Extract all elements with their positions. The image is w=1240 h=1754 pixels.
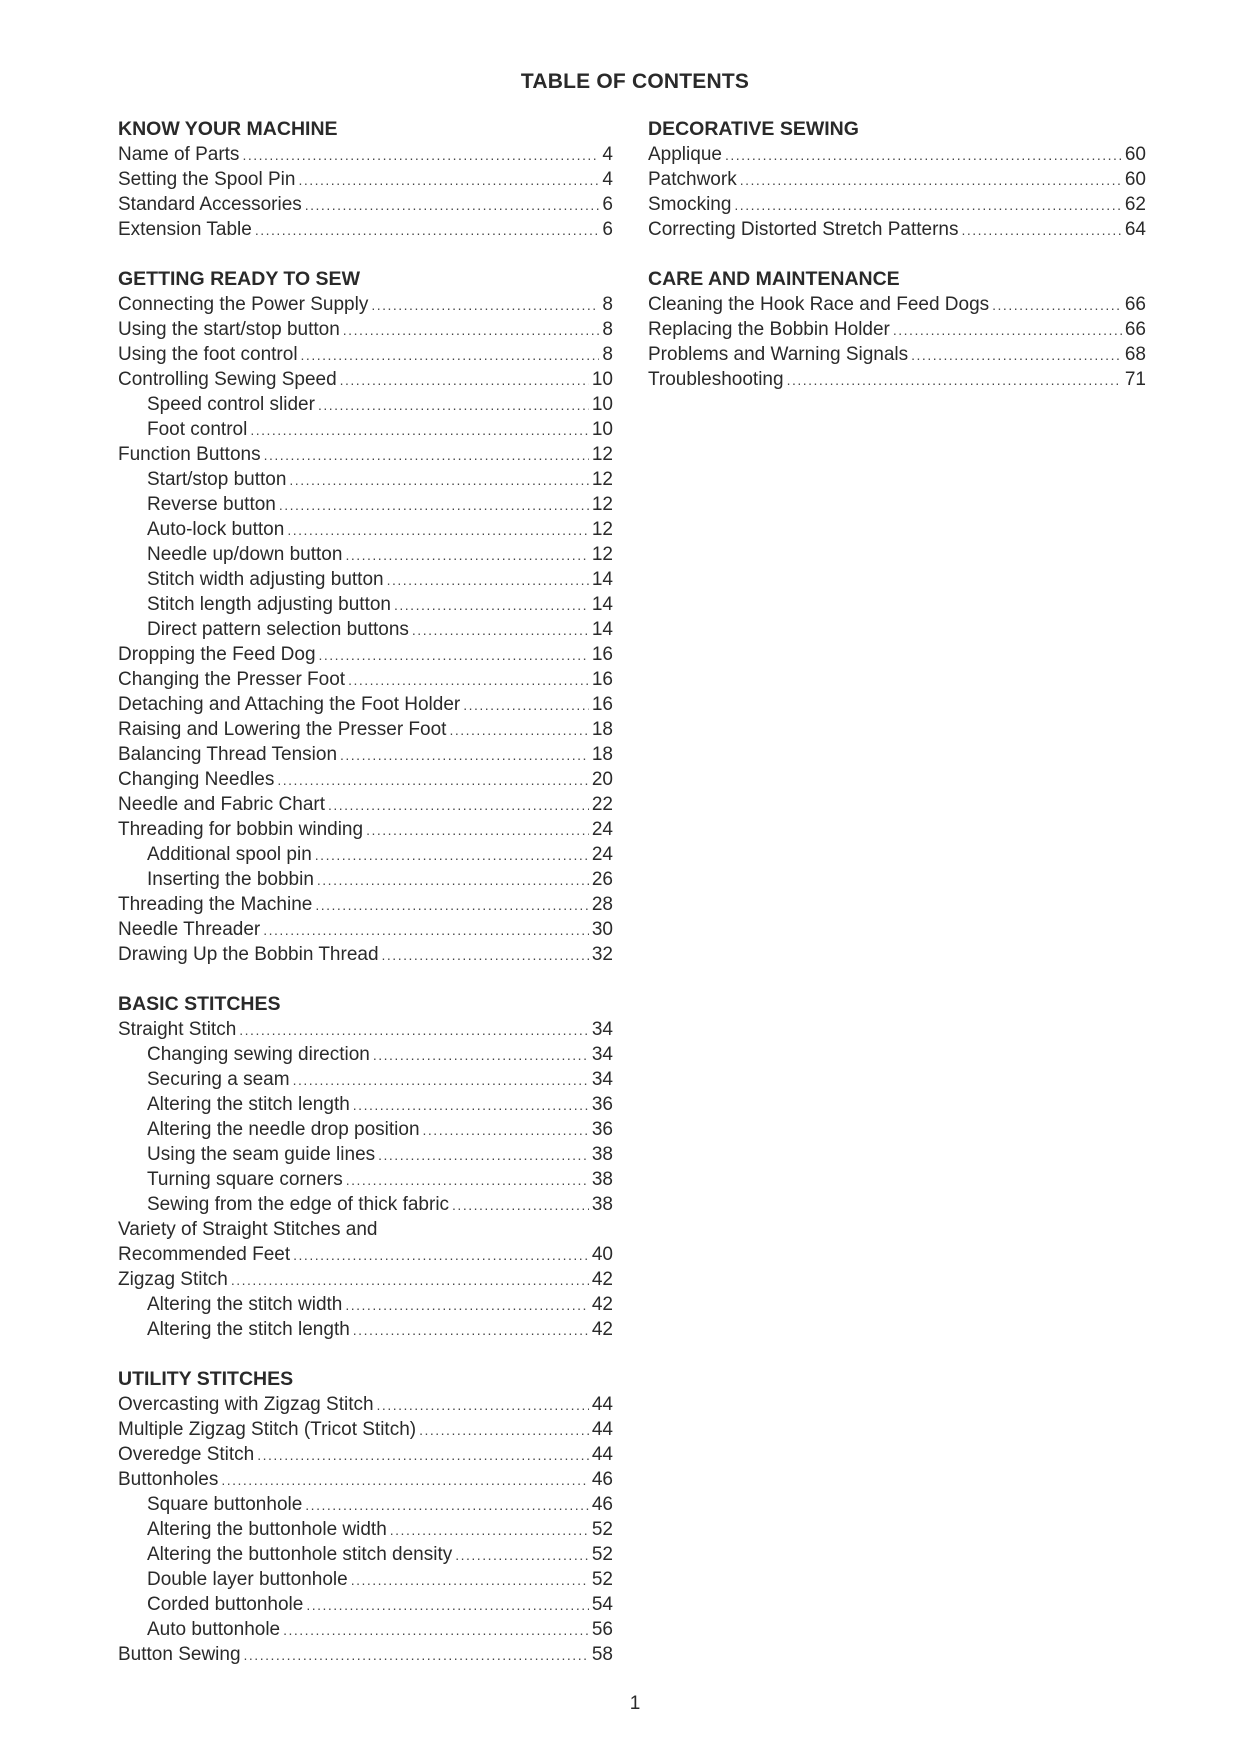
dot-leader xyxy=(787,368,1122,393)
toc-entry-title: Buttonholes xyxy=(118,1469,219,1490)
dot-leader xyxy=(242,143,599,168)
section-heading: BASIC STITCHES xyxy=(118,993,281,1015)
toc-entry-page: 34 xyxy=(591,1069,613,1090)
toc-entry-title: Corded buttonhole xyxy=(147,1594,304,1615)
dot-leader xyxy=(412,618,589,643)
toc-entry-page: 38 xyxy=(591,1194,613,1215)
toc-entry-title: Standard Accessories xyxy=(118,194,302,215)
toc-entry-title: Needle Threader xyxy=(118,919,261,940)
toc-section-know-your-machine xyxy=(118,117,613,242)
toc-entry-page: 8 xyxy=(602,294,613,315)
toc-entry-title: Foot control xyxy=(147,419,248,440)
toc-entry[interactable] xyxy=(118,567,613,592)
toc-entry[interactable] xyxy=(118,517,613,542)
toc-entry-title: Additional spool pin xyxy=(147,844,312,865)
toc-entry[interactable] xyxy=(118,317,613,342)
toc-entry[interactable] xyxy=(118,1117,613,1142)
dot-leader xyxy=(377,1393,589,1418)
toc-entry[interactable] xyxy=(118,217,613,242)
toc-entry[interactable] xyxy=(118,1267,613,1292)
toc-entry[interactable] xyxy=(118,417,613,442)
toc-entry-title: Straight Stitch xyxy=(118,1019,237,1040)
toc-entry-title: Troubleshooting xyxy=(648,369,784,390)
dot-leader xyxy=(961,218,1121,243)
toc-entry-title: Changing sewing direction xyxy=(147,1044,370,1065)
toc-entry[interactable] xyxy=(118,492,613,517)
toc-entry-page: 12 xyxy=(591,544,613,565)
toc-entry-page: 44 xyxy=(591,1444,613,1465)
toc-entry[interactable] xyxy=(118,1317,613,1342)
toc-entry-page: 52 xyxy=(591,1569,613,1590)
toc-entry-title: Stitch width adjusting button xyxy=(147,569,384,590)
toc-entry-page: 18 xyxy=(591,744,613,765)
dot-leader xyxy=(244,1643,589,1668)
toc-entry-page: 14 xyxy=(591,569,613,590)
toc-entry-page: 54 xyxy=(591,1594,613,1615)
toc-entry-page: 71 xyxy=(1124,369,1146,390)
toc-entry-title: Speed control slider xyxy=(147,394,315,415)
dot-leader xyxy=(293,1068,589,1093)
dot-leader xyxy=(231,1268,589,1293)
dot-leader xyxy=(315,843,589,868)
toc-entry[interactable] xyxy=(118,1242,613,1267)
toc-entry[interactable] xyxy=(118,292,613,317)
dot-leader xyxy=(289,468,588,493)
toc-entry[interactable] xyxy=(118,1017,613,1042)
toc-entry-title: Overedge Stitch xyxy=(118,1444,255,1465)
toc-entry-page: 16 xyxy=(591,694,613,715)
toc-entry-title: Cleaning the Hook Race and Feed Dogs xyxy=(648,294,990,315)
toc-entry[interactable] xyxy=(118,1067,613,1092)
toc-entry-page: 30 xyxy=(591,919,613,940)
toc-entry-page: 12 xyxy=(591,494,613,515)
toc-entry[interactable] xyxy=(118,1492,613,1517)
toc-right-column xyxy=(648,117,1146,417)
toc-entry-page: 42 xyxy=(591,1294,613,1315)
toc-entry-page: 44 xyxy=(591,1394,613,1415)
toc-section-basic-stitches xyxy=(118,992,613,1342)
toc-entry[interactable] xyxy=(118,1042,613,1067)
toc-entry-title: Altering the stitch width xyxy=(147,1294,343,1315)
toc-entry[interactable] xyxy=(648,317,1146,342)
toc-entry-title: Direct pattern selection buttons xyxy=(147,619,409,640)
dot-leader xyxy=(298,168,599,193)
toc-entry[interactable] xyxy=(118,642,613,667)
toc-entry-title: Changing Needles xyxy=(118,769,275,790)
toc-entry-page: 10 xyxy=(591,419,613,440)
dot-leader xyxy=(371,293,599,318)
toc-entry-page: 14 xyxy=(591,619,613,640)
toc-entry-title: Altering the needle drop position xyxy=(147,1119,420,1140)
toc-entry[interactable] xyxy=(648,292,1146,317)
toc-entry-page: 64 xyxy=(1124,219,1146,240)
toc-entry-page: 44 xyxy=(591,1419,613,1440)
toc-entry-page: 68 xyxy=(1124,344,1146,365)
toc-entry[interactable] xyxy=(118,1192,613,1217)
page-number: 1 xyxy=(629,1693,641,1714)
toc-left-column xyxy=(118,117,613,1692)
toc-entry-page: 62 xyxy=(1124,194,1146,215)
dot-leader xyxy=(373,1043,589,1068)
toc-entry-title: Detaching and Attaching the Foot Holder xyxy=(118,694,461,715)
toc-entry[interactable] xyxy=(118,392,613,417)
dot-leader xyxy=(250,418,589,443)
toc-entry[interactable] xyxy=(648,142,1146,167)
toc-entry-page: 36 xyxy=(591,1094,613,1115)
toc-entry[interactable] xyxy=(648,367,1146,392)
toc-entry[interactable] xyxy=(118,742,613,767)
toc-entry-title: Altering the buttonhole width xyxy=(147,1519,387,1540)
toc-entry-title: Changing the Presser Foot xyxy=(118,669,346,690)
toc-entry[interactable] xyxy=(118,1567,613,1592)
toc-entry-page: 16 xyxy=(591,669,613,690)
toc-section-utility-stitches xyxy=(118,1367,613,1667)
dot-leader xyxy=(318,393,589,418)
toc-entry-title: Variety of Straight Stitches and xyxy=(118,1219,378,1240)
toc-entry-page: 52 xyxy=(591,1519,613,1540)
toc-entry-page: 42 xyxy=(591,1269,613,1290)
dot-leader xyxy=(390,1518,589,1543)
toc-entry-page: 8 xyxy=(602,344,613,365)
toc-entry-title: Turning square corners xyxy=(147,1169,343,1190)
section-heading: UTILITY STITCHES xyxy=(118,1368,294,1390)
toc-entry[interactable] xyxy=(118,717,613,742)
dot-leader xyxy=(279,493,589,518)
toc-entry-page: 22 xyxy=(591,794,613,815)
toc-entry-title: Function Buttons xyxy=(118,444,261,465)
toc-entry-title: Altering the stitch length xyxy=(147,1094,350,1115)
toc-entry[interactable] xyxy=(118,867,613,892)
toc-entry-page: 58 xyxy=(591,1644,613,1665)
toc-entry-page: 24 xyxy=(591,819,613,840)
dot-leader xyxy=(305,1493,589,1518)
dot-leader xyxy=(353,1318,589,1343)
toc-entry[interactable] xyxy=(118,692,613,717)
toc-entry[interactable] xyxy=(118,1292,613,1317)
toc-entry-page: 56 xyxy=(591,1619,613,1640)
dot-leader xyxy=(283,1618,589,1643)
dot-leader xyxy=(452,1193,589,1218)
toc-entry[interactable] xyxy=(118,592,613,617)
section-heading: GETTING READY TO SEW xyxy=(118,268,360,290)
toc-entry[interactable] xyxy=(118,1542,613,1567)
toc-entry-title: Name of Parts xyxy=(118,144,240,165)
toc-entry-title: Zigzag Stitch xyxy=(118,1269,228,1290)
dot-leader xyxy=(911,343,1122,368)
toc-entry[interactable] xyxy=(118,342,613,367)
toc-entry[interactable] xyxy=(118,792,613,817)
dot-leader xyxy=(345,543,588,568)
toc-entry-title: Dropping the Feed Dog xyxy=(118,644,316,665)
dot-leader xyxy=(306,1593,589,1618)
toc-entry-page: 38 xyxy=(591,1169,613,1190)
toc-entry[interactable] xyxy=(118,542,613,567)
dot-leader xyxy=(725,143,1122,168)
toc-entry-page: 34 xyxy=(591,1044,613,1065)
toc-entry-page: 4 xyxy=(602,144,613,165)
toc-entry-title: Stitch length adjusting button xyxy=(147,594,392,615)
toc-entry-page: 12 xyxy=(591,469,613,490)
dot-leader xyxy=(343,318,600,343)
toc-entry[interactable] xyxy=(118,942,613,967)
toc-entry-title: Auto-lock button xyxy=(147,519,285,540)
toc-entry-title: Using the foot control xyxy=(118,344,298,365)
toc-entry[interactable] xyxy=(118,1167,613,1192)
dot-leader xyxy=(734,193,1121,218)
toc-entry-page: 38 xyxy=(591,1144,613,1165)
section-heading: KNOW YOUR MACHINE xyxy=(118,118,338,140)
dot-leader xyxy=(340,743,589,768)
dot-leader xyxy=(463,693,589,718)
toc-entry[interactable] xyxy=(118,1092,613,1117)
dot-leader xyxy=(315,893,589,918)
toc-entry[interactable] xyxy=(648,217,1146,242)
toc-entry[interactable] xyxy=(118,1617,613,1642)
dot-leader xyxy=(239,1018,589,1043)
toc-entry-title: Button Sewing xyxy=(118,1644,241,1665)
toc-entry-page: 14 xyxy=(591,594,613,615)
dot-leader xyxy=(319,643,589,668)
dot-leader xyxy=(353,1093,589,1118)
toc-entry-page: 18 xyxy=(591,719,613,740)
toc-entry-page: 24 xyxy=(591,844,613,865)
section-heading: CARE AND MAINTENANCE xyxy=(648,268,900,290)
toc-entry-title: Balancing Thread Tension xyxy=(118,744,338,765)
toc-entry[interactable] xyxy=(118,892,613,917)
toc-entry-page: 16 xyxy=(591,644,613,665)
toc-entry-title: Connecting the Power Supply xyxy=(118,294,369,315)
dot-leader xyxy=(387,568,589,593)
toc-entry-page: 66 xyxy=(1124,319,1146,340)
dot-leader xyxy=(419,1418,589,1443)
toc-entry-page: 28 xyxy=(591,894,613,915)
toc-entry-title: Needle up/down button xyxy=(147,544,343,565)
toc-entry-page: 40 xyxy=(591,1244,613,1265)
toc-entry-page: 36 xyxy=(591,1119,613,1140)
toc-entry-title: Raising and Lowering the Presser Foot xyxy=(118,719,447,740)
toc-entry-title: Auto buttonhole xyxy=(147,1619,281,1640)
toc-entry-title: Smocking xyxy=(648,194,732,215)
toc-entry-page: 60 xyxy=(1124,169,1146,190)
toc-entry-page: 66 xyxy=(1124,294,1146,315)
toc-entry[interactable] xyxy=(118,1467,613,1492)
dot-leader xyxy=(257,1443,589,1468)
toc-section-getting-ready-to-sew xyxy=(118,267,613,967)
dot-leader xyxy=(293,1243,589,1268)
toc-entry-title: Applique xyxy=(648,144,722,165)
toc-entry-title: Altering the buttonhole stitch density xyxy=(147,1544,453,1565)
toc-entry-page: 46 xyxy=(591,1494,613,1515)
toc-entry[interactable] xyxy=(118,167,613,192)
toc-entry[interactable] xyxy=(118,1142,613,1167)
toc-entry-title: Drawing Up the Bobbin Thread xyxy=(118,944,379,965)
toc-entry[interactable] xyxy=(118,1517,613,1542)
toc-entry-page: 46 xyxy=(591,1469,613,1490)
dot-leader xyxy=(346,1168,589,1193)
toc-entry-title: Setting the Spool Pin xyxy=(118,169,296,190)
dot-leader xyxy=(351,1568,589,1593)
dot-leader xyxy=(255,218,600,243)
dot-leader xyxy=(287,518,589,543)
toc-entry[interactable] xyxy=(118,1442,613,1467)
toc-entry-page: 26 xyxy=(591,869,613,890)
toc-entry-page: 8 xyxy=(602,319,613,340)
toc-entry-page: 6 xyxy=(602,194,613,215)
toc-entry[interactable] xyxy=(118,1217,613,1242)
toc-entry-page: 12 xyxy=(591,444,613,465)
toc-entry-page: 12 xyxy=(591,519,613,540)
dot-leader xyxy=(423,1118,589,1143)
toc-entry-title: Double layer buttonhole xyxy=(147,1569,348,1590)
toc-entry-title: Threading the Machine xyxy=(118,894,313,915)
dot-leader xyxy=(378,1143,589,1168)
toc-entry-title: Recommended Feet xyxy=(118,1244,291,1265)
dot-leader xyxy=(740,168,1122,193)
dot-leader xyxy=(340,368,589,393)
toc-entry[interactable] xyxy=(118,1592,613,1617)
toc-entry[interactable] xyxy=(118,842,613,867)
toc-entry-page: 20 xyxy=(591,769,613,790)
toc-entry-title: Start/stop button xyxy=(147,469,287,490)
toc-entry[interactable] xyxy=(118,1417,613,1442)
dot-leader xyxy=(305,193,600,218)
toc-entry[interactable] xyxy=(118,667,613,692)
toc-entry-title: Needle and Fabric Chart xyxy=(118,794,325,815)
toc-entry[interactable] xyxy=(648,342,1146,367)
toc-entry-page: 60 xyxy=(1124,144,1146,165)
dot-leader xyxy=(394,593,589,618)
dot-leader xyxy=(301,343,600,368)
toc-entry-title: Using the seam guide lines xyxy=(147,1144,376,1165)
dot-leader xyxy=(455,1543,589,1568)
toc-entry[interactable] xyxy=(118,192,613,217)
toc-entry[interactable] xyxy=(118,367,613,392)
toc-entry-title: Threading for bobbin winding xyxy=(118,819,364,840)
toc-entry[interactable] xyxy=(118,917,613,942)
toc-entry-title: Altering the stitch length xyxy=(147,1319,350,1340)
dot-leader xyxy=(449,718,588,743)
dot-leader xyxy=(382,943,589,968)
toc-entry-title: Extension Table xyxy=(118,219,252,240)
toc-entry[interactable] xyxy=(648,192,1146,217)
page-title: TABLE OF CONTENTS xyxy=(520,70,750,93)
toc-section-decorative-sewing xyxy=(648,117,1146,242)
dot-leader xyxy=(317,868,589,893)
toc-entry-page: 52 xyxy=(591,1544,613,1565)
toc-entry-page: 6 xyxy=(602,219,613,240)
toc-entry-page: 10 xyxy=(591,369,613,390)
dot-leader xyxy=(893,318,1122,343)
toc-entry-title: Square buttonhole xyxy=(147,1494,303,1515)
toc-entry[interactable] xyxy=(118,767,613,792)
dot-leader xyxy=(221,1468,589,1493)
toc-entry-title: Correcting Distorted Stretch Patterns xyxy=(648,219,959,240)
toc-entry-title: Inserting the bobbin xyxy=(147,869,314,890)
toc-entry[interactable] xyxy=(118,617,613,642)
toc-entry-title: Securing a seam xyxy=(147,1069,290,1090)
dot-leader xyxy=(264,443,589,468)
toc-entry-title: Replacing the Bobbin Holder xyxy=(648,319,890,340)
toc-entry-title: Using the start/stop button xyxy=(118,319,340,340)
toc-entry-page: 42 xyxy=(591,1319,613,1340)
dot-leader xyxy=(992,293,1122,318)
toc-entry-title: Multiple Zigzag Stitch (Tricot Stitch) xyxy=(118,1419,417,1440)
section-heading: DECORATIVE SEWING xyxy=(648,118,859,140)
toc-entry-title: Overcasting with Zigzag Stitch xyxy=(118,1394,374,1415)
toc-section-care-and-maintenance xyxy=(648,267,1146,392)
toc-entry[interactable] xyxy=(118,142,613,167)
dot-leader xyxy=(263,918,589,943)
dot-leader xyxy=(366,818,589,843)
toc-entry[interactable] xyxy=(118,817,613,842)
toc-entry-title: Reverse button xyxy=(147,494,276,515)
dot-leader xyxy=(328,793,589,818)
toc-entry-title: Controlling Sewing Speed xyxy=(118,369,337,390)
toc-entry-page: 10 xyxy=(591,394,613,415)
toc-entry-title: Problems and Warning Signals xyxy=(648,344,909,365)
toc-entry[interactable] xyxy=(118,1392,613,1417)
dot-leader xyxy=(348,668,589,693)
toc-entry-title: Patchwork xyxy=(648,169,737,190)
dot-leader xyxy=(277,768,589,793)
dot-leader xyxy=(345,1293,588,1318)
toc-entry-page: 32 xyxy=(591,944,613,965)
toc-entry[interactable] xyxy=(118,442,613,467)
toc-entry-title: Sewing from the edge of thick fabric xyxy=(147,1194,450,1215)
toc-entry-page: 4 xyxy=(602,169,613,190)
toc-entry[interactable] xyxy=(118,467,613,492)
toc-entry[interactable] xyxy=(648,167,1146,192)
toc-entry-page: 34 xyxy=(591,1019,613,1040)
toc-entry[interactable] xyxy=(118,1642,613,1667)
